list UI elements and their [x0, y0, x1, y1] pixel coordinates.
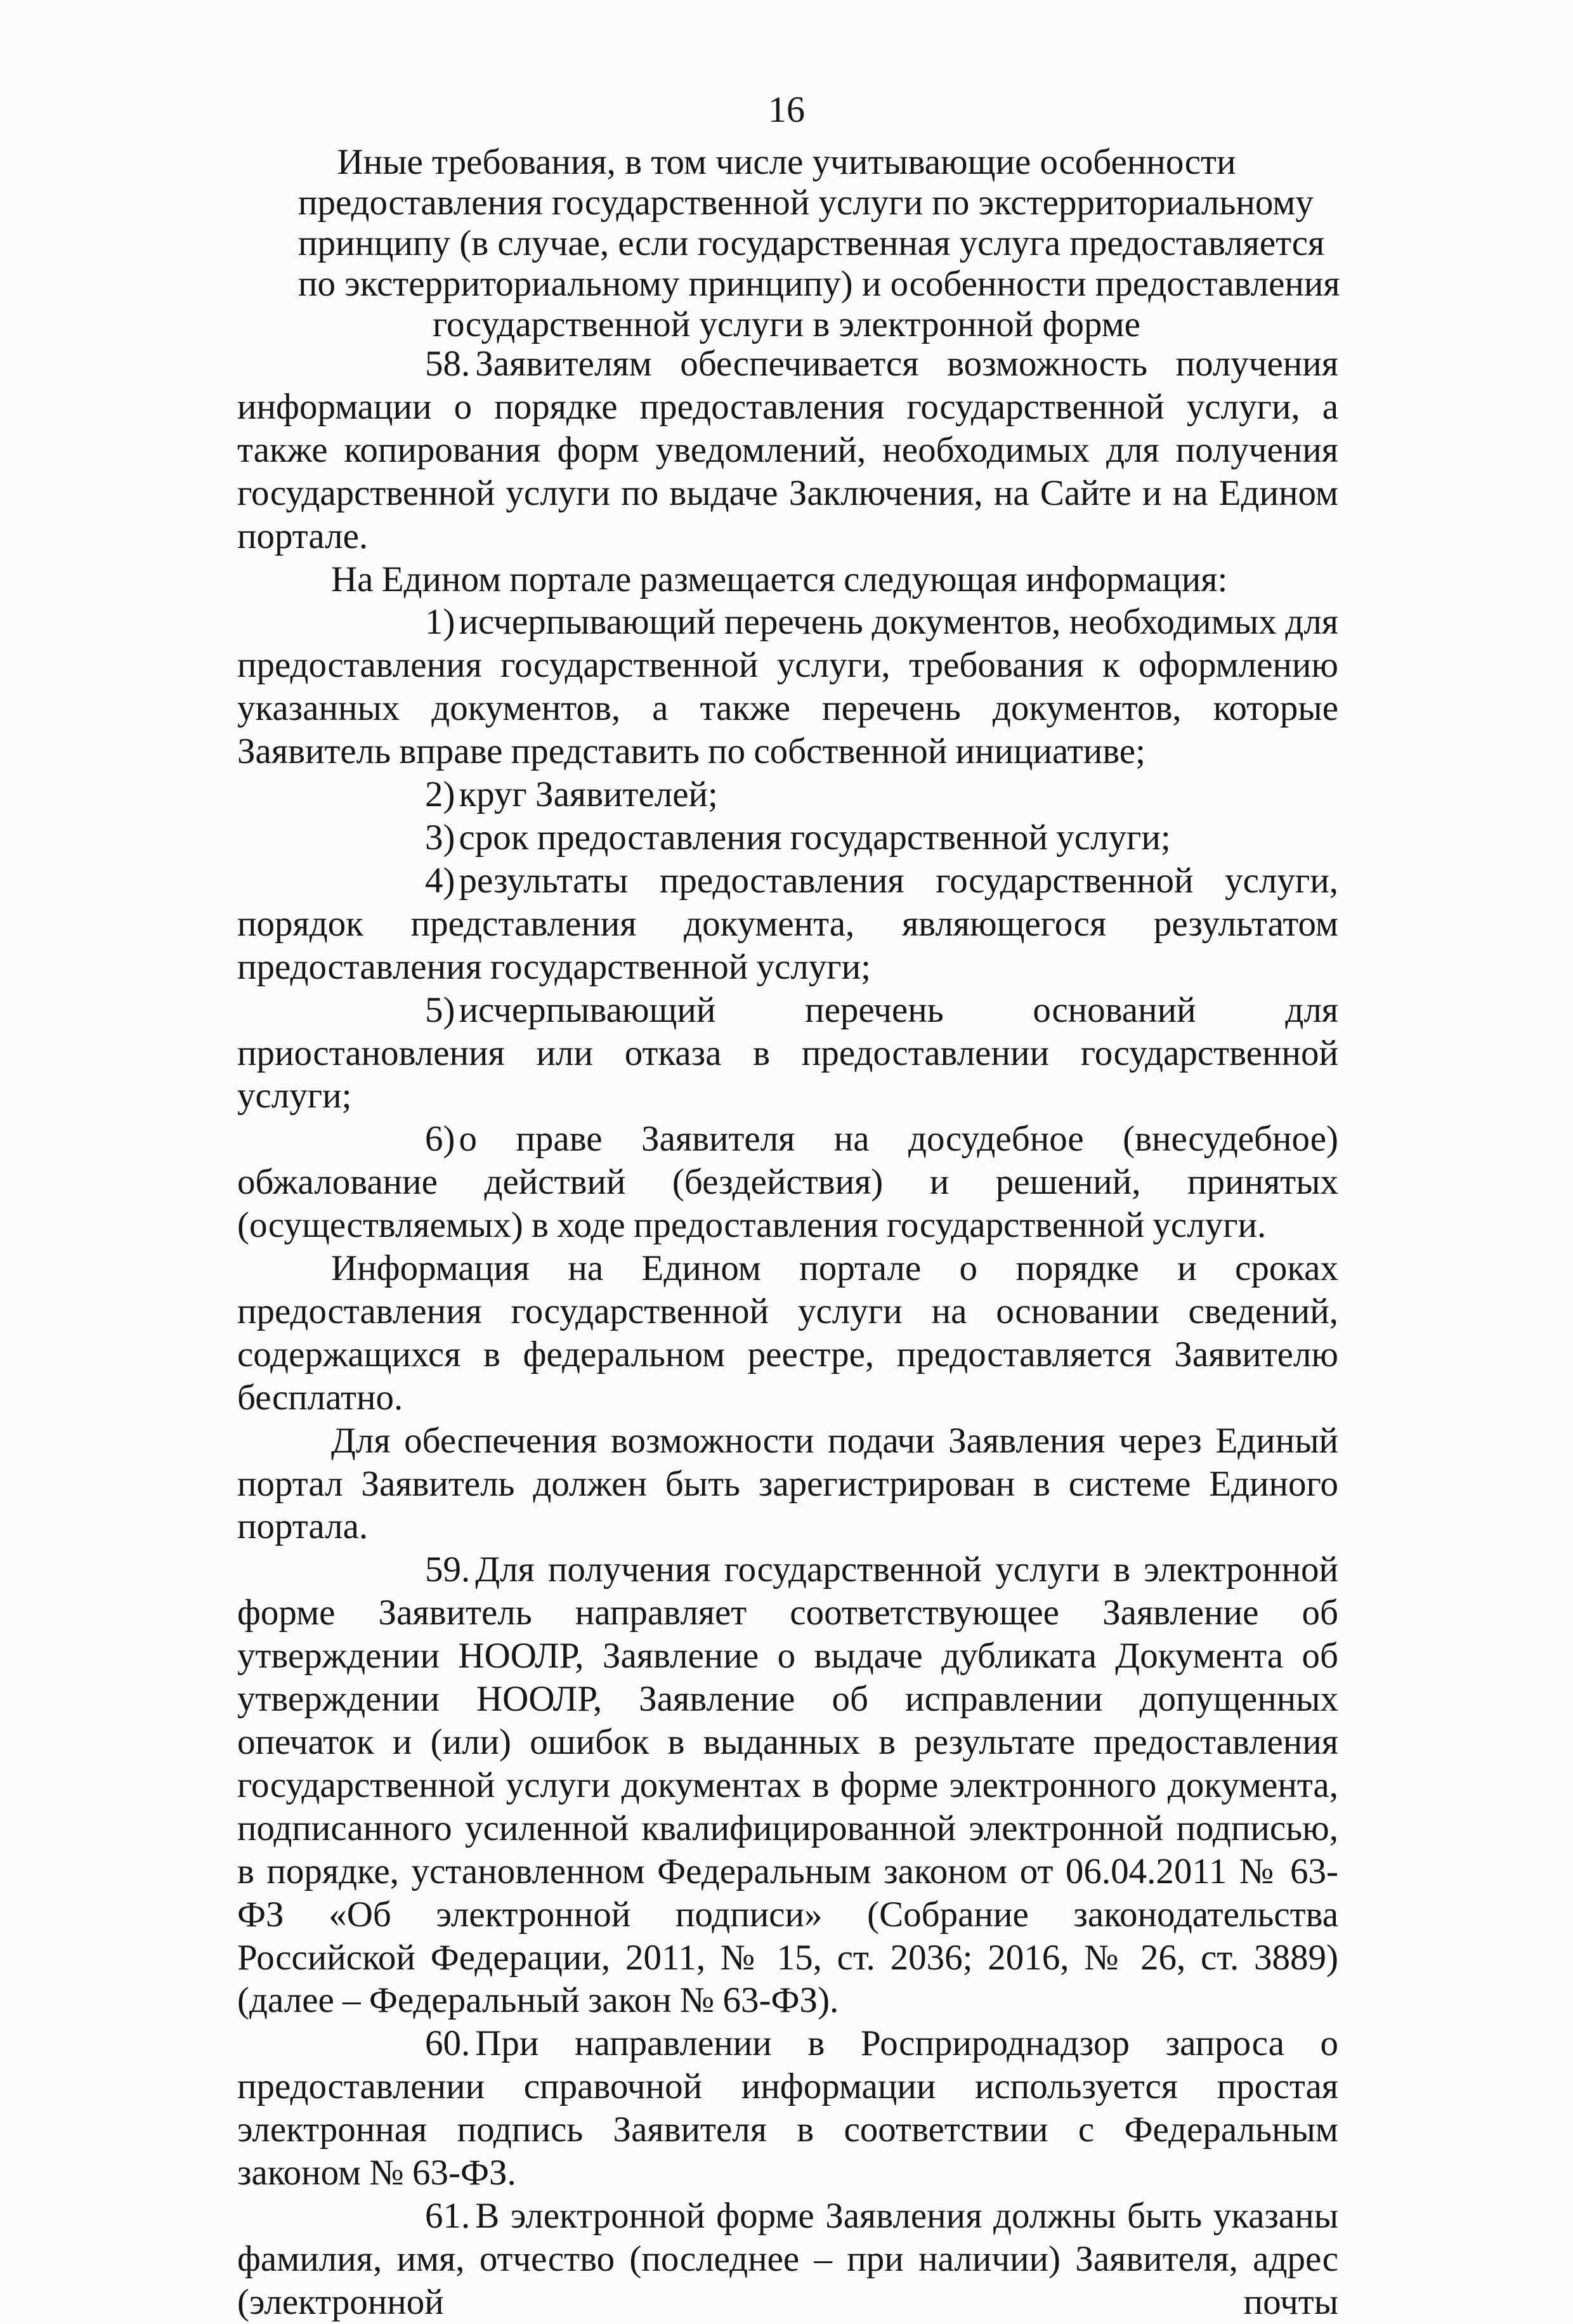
paragraph-text: При направлении в Росприроднадзор запроса о предоставлении справочной информации используется простая электронная подпись Заявителя в соответствии с Федеральным законом № 63-ФЗ.	[237, 2023, 1338, 2193]
list-item-number: 2)	[425, 774, 455, 815]
list-item-text: исчерпывающий перечень оснований для приостановления или отказа в предоставлении государственной услуги;	[237, 989, 1338, 1116]
list-item-number: 1)	[425, 602, 455, 643]
paragraph-number: 59.	[425, 1550, 471, 1590]
paragraph-number: 58.	[425, 344, 471, 384]
paragraph-59	[237, 1548, 1338, 2022]
heading-line: предоставления государственной услуги по экстерриториальному	[298, 183, 1314, 223]
heading-line: Иные требования, в том числе учитывающие особенности	[337, 142, 1236, 182]
paragraph-text: В электронной форме Заявления должны быть указаны фамилия, имя, отчество (последнее – при наличии) Заявителя, адрес (электронной почты	[237, 2195, 1338, 2322]
paragraph-registration: Для обеспечения возможности подачи Заявления через Единый портал Заявитель должен быть зарегистрирован в системе Единого портала.	[237, 1420, 1338, 1547]
heading-line: государственной услуги в электронной форме	[433, 304, 1140, 344]
list-item-text: о праве Заявителя на досудебное (внесудебное) обжалование действий (бездействия) и решений, принятых (осуществляемых) в ходе предоставления государственной услуги.	[237, 1119, 1338, 1246]
paragraph-info-free: Информация на Едином портале о порядке и сроках предоставления государственной услуги на основании сведений, содержащихся в федеральном реестре, предоставляется Заявителю бесплатно.	[237, 1248, 1338, 1418]
list-item-6	[237, 1118, 1338, 1247]
list-item-1	[237, 601, 1338, 773]
list-item-text: срок предоставления государственной услуги;	[459, 817, 1171, 858]
page-number: 16	[768, 89, 805, 130]
list-item-number: 5)	[425, 989, 455, 1030]
list-intro: На Едином портале размещается следующая информация:	[331, 559, 1228, 599]
paragraph-number: 61.	[425, 2195, 471, 2236]
list-item-text: результаты предоставления государственной услуги, порядок представления документа, являющегося результатом предоставления государственной услуги;	[237, 860, 1338, 987]
list-item-3	[237, 816, 1338, 859]
paragraph-61	[237, 2195, 1338, 2324]
list-item-4	[237, 859, 1338, 989]
heading-line: по экстерриториальному принципу) и особенности предоставления	[298, 264, 1340, 304]
list-item-5	[237, 989, 1338, 1118]
paragraph-text: Заявителям обеспечивается возможность получения информации о порядке предоставления государственной услуги, а также копирования форм уведомлений, необходимых для получения государственной услуги по выдаче Заключения, на Сайте и на Едином портале.	[237, 344, 1338, 556]
paragraph-number: 60.	[425, 2023, 471, 2064]
paragraph-60	[237, 2022, 1338, 2195]
paragraph-58	[237, 343, 1338, 558]
list-item-number: 3)	[425, 817, 455, 858]
list-item-number: 4)	[425, 860, 455, 901]
list-item-text: круг Заявителей;	[459, 774, 718, 815]
list-item-text: исчерпывающий перечень документов, необходимых для предоставления государственной услуги, требования к оформлению указанных документов, а также перечень документов, которые Заявитель вправе представить по собственной инициативе;	[237, 602, 1338, 772]
list-item-number: 6)	[425, 1119, 455, 1159]
document-body	[237, 343, 1338, 2324]
heading-line: принципу (в случае, если государственная услуга предоставляется	[298, 223, 1325, 263]
paragraph-text: Для получения государственной услуги в электронной форме Заявитель направляет соответствующее Заявление об утверждении НООЛР, Заявление о выдаче дубликата Документа об утверждении НООЛР, Заявление об исправлении допущенных опечаток и (или) ошибок в выданных в результате предоставления государственной услуги документах в форме электронного документа, подписанного усиленной квалифицированной электронной подписью, в порядке, установленном Федеральным законом от 06.04.2011 № 63-ФЗ «Об электронной подписи» (Собрание законодательства Российской Федерации, 2011, № 15, ст. 2036; 2016, № 26, ст. 3889) (далее – Федеральный закон № 63-ФЗ).	[237, 1550, 1338, 2021]
list-item-2	[237, 773, 1338, 816]
section-heading	[298, 142, 1340, 345]
